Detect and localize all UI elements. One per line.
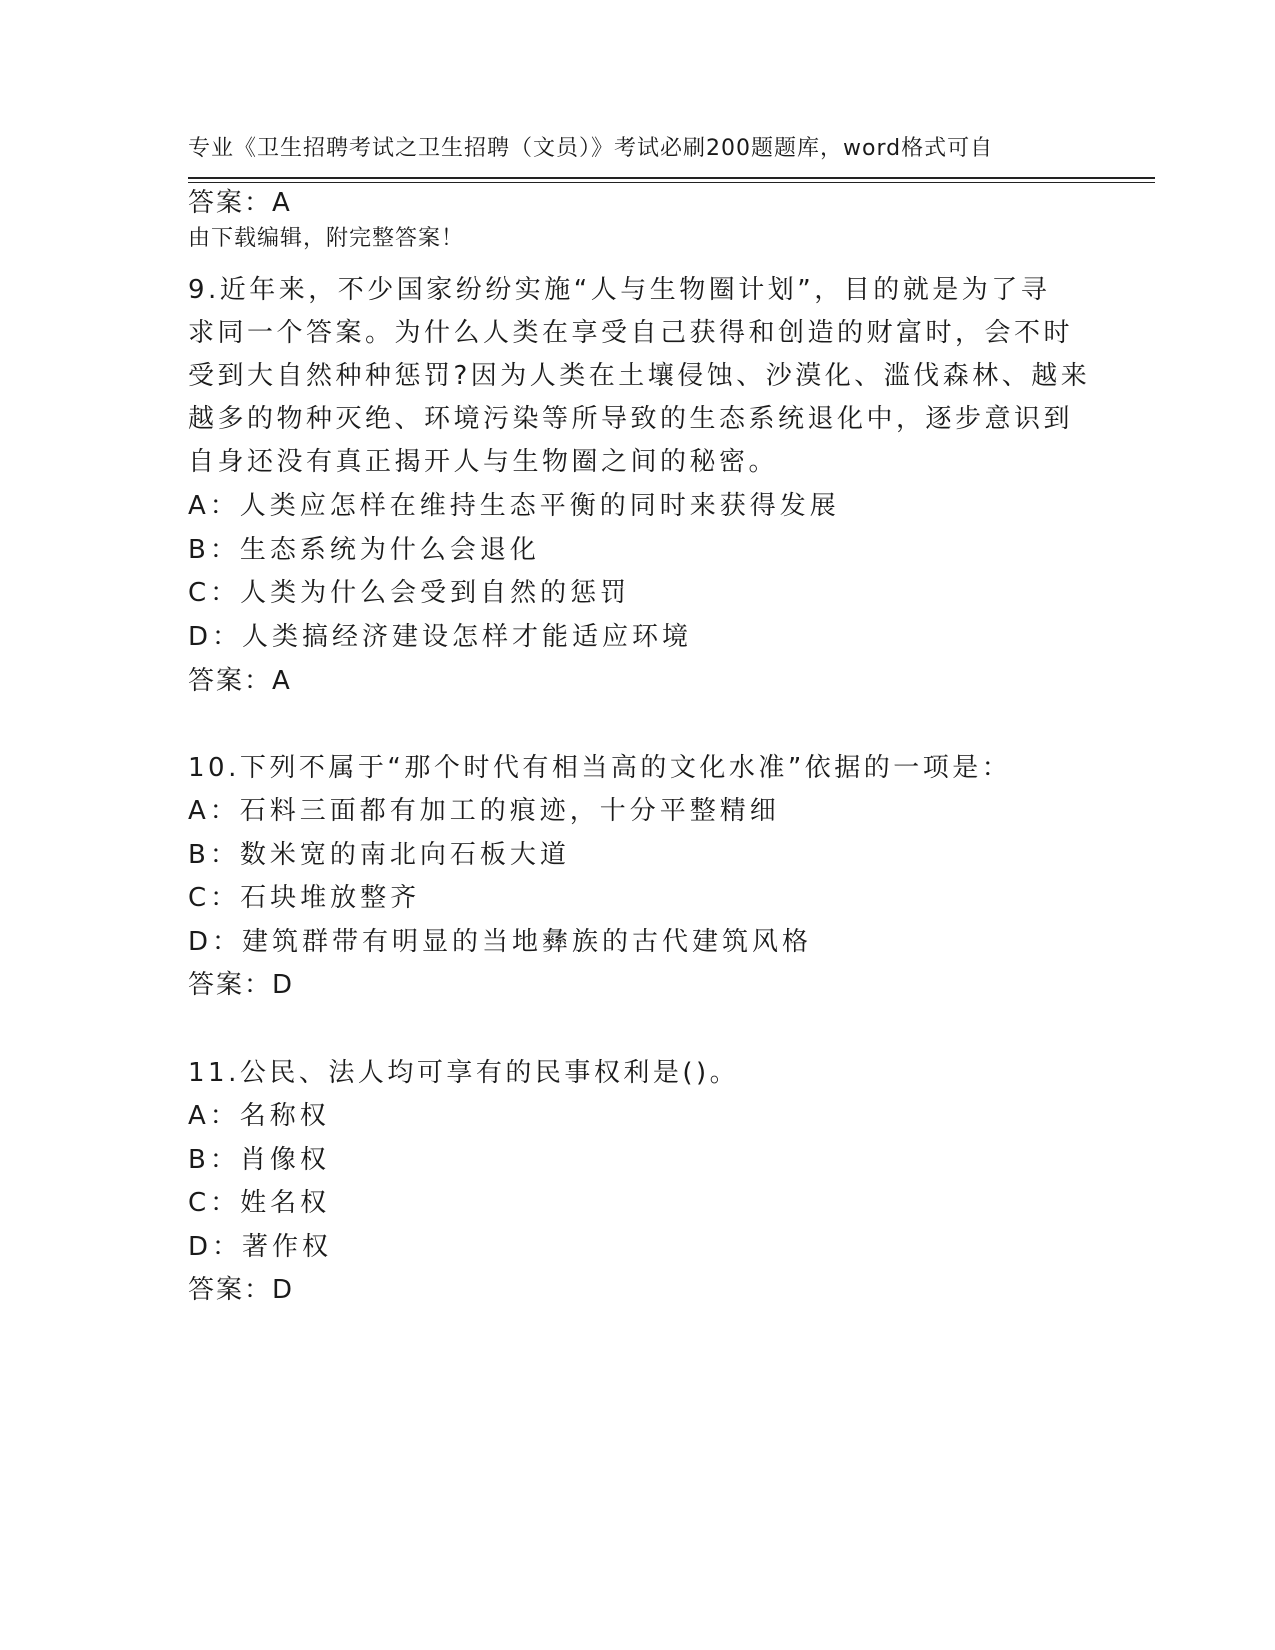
- question-9-option-a: A：人类应怎样在维持生态平衡的同时来获得发展: [188, 491, 840, 521]
- header-rule-thin: [188, 182, 1155, 183]
- question-9-stem-line-5: 自身还没有真正揭开人与生物圈之间的秘密。: [188, 447, 779, 477]
- header-rule-thick: [188, 177, 1155, 179]
- question-10-option-d: D：建筑群带有明显的当地彝族的古代建筑风格: [188, 927, 813, 957]
- question-10-option-a: A：石料三面都有加工的痕迹，十分平整精细: [188, 796, 780, 826]
- header-line-2: 由下载编辑，附完整答案！: [188, 226, 465, 251]
- question-10-answer: 答案：D: [188, 970, 295, 1000]
- question-10-stem-line-1: 10.下列不属于“那个时代有相当高的文化水准”依据的一项是：: [188, 753, 1012, 783]
- header-line-1: 专业《卫生招聘考试之卫生招聘（文员）》考试必刷200题题库，word格式可自: [188, 136, 994, 161]
- question-9-option-d: D：人类搞经济建设怎样才能适应环境: [188, 622, 693, 652]
- question-9-stem-line-3: 受到大自然种种惩罚?因为人类在土壤侵蚀、沙漠化、滥伐森林、越来: [188, 361, 1091, 391]
- question-9-stem-line-1: 9.近年来，不少国家纷纷实施“人与生物圈计划”，目的就是为了寻: [188, 275, 1051, 305]
- previous-answer: 答案：A: [188, 188, 292, 218]
- question-11-stem-line-1: 11.公民、法人均可享有的民事权利是()。: [188, 1058, 740, 1088]
- question-9-answer: 答案：A: [188, 666, 292, 696]
- question-11-option-c: C：姓名权: [188, 1188, 331, 1218]
- question-10-option-b: B：数米宽的南北向石板大道: [188, 840, 570, 870]
- question-11-answer: 答案：D: [188, 1275, 295, 1305]
- question-11-option-a: A：名称权: [188, 1101, 330, 1131]
- question-11-option-b: B：肖像权: [188, 1145, 330, 1175]
- question-9-stem-line-4: 越多的物种灭绝、环境污染等所导致的生态系统退化中，逐步意识到: [188, 404, 1074, 434]
- question-10-option-c: C：石块堆放整齐: [188, 883, 421, 913]
- question-9-option-b: B：生态系统为什么会退化: [188, 535, 540, 565]
- question-9-option-c: C：人类为什么会受到自然的惩罚: [188, 578, 631, 608]
- question-9-stem-line-2: 求同一个答案。为什么人类在享受自己获得和创造的财富时，会不时: [188, 318, 1074, 348]
- question-11-option-d: D：著作权: [188, 1232, 333, 1262]
